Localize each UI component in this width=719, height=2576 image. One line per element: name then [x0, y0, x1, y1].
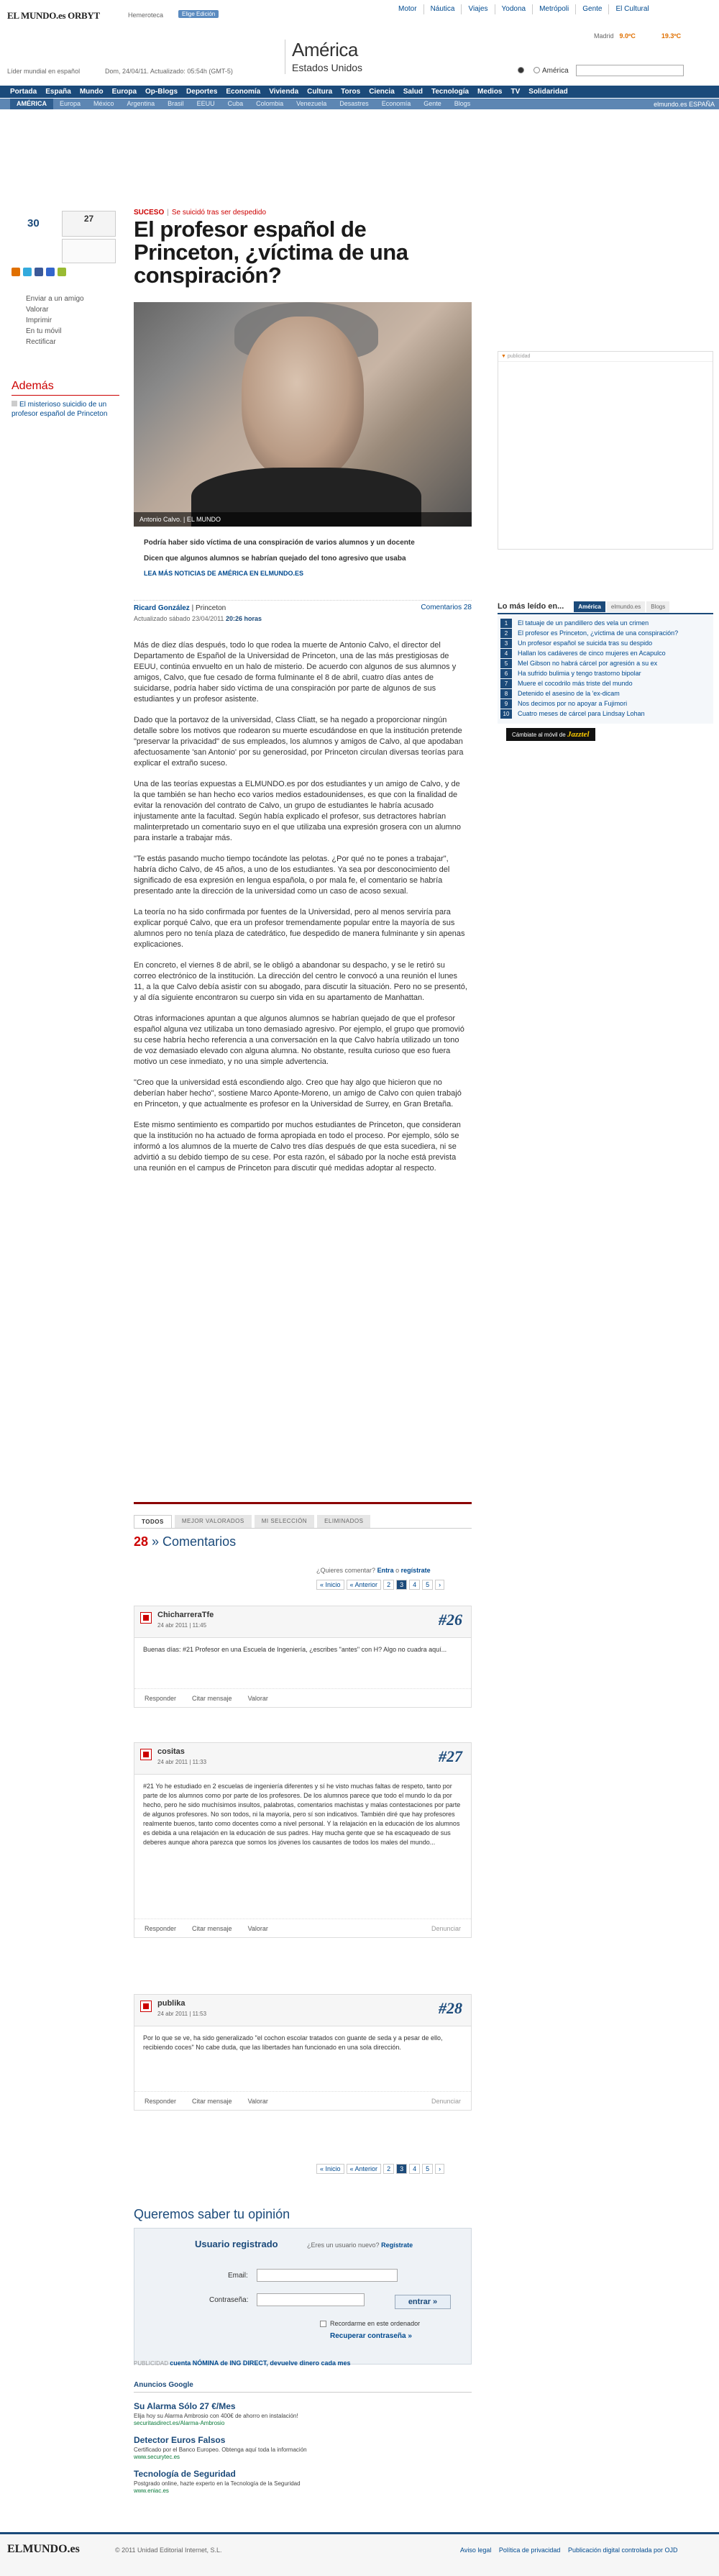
paragraph: "Te estás pasando mucho tiempo tocándote las pelotas. ¿Por qué no te pones a trabajar", habría dicho Calvo, de 45 años, a uno de los estudiantes. Ya sea por desconocimiento del significado de esa expresión en lengua española, o por mala fe, el comentario se habría presentado ante la dirección de la universidad como un caso de acoso sexual.: [134, 855, 450, 896]
footer: [0, 2532, 719, 2576]
copyright: © 2011 Unidad Editorial Internet, S.L.: [115, 2547, 222, 2554]
subnav-item[interactable]: Economía: [381, 100, 411, 107]
ad-item[interactable]: Tecnología de Seguridad Postgrado online, hazte experto en la Tecnología de la Seguridad www.eniac.es: [134, 2469, 301, 2494]
ademas-title: Además: [12, 380, 119, 396]
most-read-tab-america[interactable]: América: [574, 601, 605, 612]
tab-all[interactable]: TODOS: [134, 1515, 172, 1528]
most-read-item[interactable]: 6 Ha sufrido bulimia y tengo trastorno bipolar: [500, 669, 710, 678]
dateline: Dom, 24/04/11. Actualizado: 05:54h (GMT-5): [105, 68, 233, 75]
comments-count: 28: [134, 1534, 149, 1549]
most-read-item[interactable]: 7 Muere el cocodrilo más triste del mundo: [500, 679, 710, 688]
ad-item[interactable]: Su Alarma Sólo 27 €/Mes Elija hoy su Alarma Ambrosio con 400€ de ahorro en instalación! securitasdirect.es/Alarma-Ambrosio: [134, 2401, 298, 2426]
register-link[interactable]: Regístrate: [381, 2242, 413, 2249]
quote-button[interactable]: Citar mensaje: [192, 2098, 232, 2105]
pager-prev[interactable]: « Anterior: [347, 2164, 382, 2174]
nav-item[interactable]: Vivienda: [269, 88, 299, 96]
comment-number[interactable]: #26: [439, 1611, 462, 1629]
quote-button[interactable]: Citar mensaje: [192, 1695, 232, 1702]
article-icon: [12, 401, 17, 406]
comment-body: Buenas días: #21 Profesor en una Escuela de Ingeniería, ¿escribes "antes" con H? Algo no cuadra aquí...: [134, 1638, 471, 1688]
paragraph: "Creo que la universidad está escondiendo algo. Creo que hay algo que hicieron que no deberían haber hecho", sostiene Marco Aponte-Moreno, un amigo de Calvo con quien trabajó en Princeton, y que actualmente es profesor en la Universidad de Surrey, en Gran Bretaña.: [134, 1078, 462, 1109]
right-ad-space: [498, 351, 713, 550]
twitter-icon[interactable]: [23, 268, 32, 276]
pager-prev[interactable]: « Anterior: [347, 1580, 382, 1590]
pager-page[interactable]: 5: [422, 2164, 433, 2174]
comment-body: Por lo que se ve, ha sido generalizado "el cochon escolar tratados con guante de seda y a pesar de ello, recibiendo coces" No cabe duda, que las libertades han funcionado en una sola dirección.: [134, 2026, 471, 2091]
most-read-item[interactable]: 8 Detenido el asesino de la 'ex-dicam: [500, 689, 710, 698]
email-field[interactable]: [257, 2269, 398, 2282]
subnav-item[interactable]: Europa: [60, 100, 81, 107]
nav-item[interactable]: Deportes: [186, 88, 218, 96]
rate-button[interactable]: Valorar: [247, 1695, 268, 1702]
summary-item: Podría haber sido víctima de una conspiración de varios alumnos y un docente: [144, 539, 415, 547]
top-link[interactable]: El Cultural: [615, 5, 649, 13]
author-place: Princeton: [195, 604, 226, 612]
comment-number[interactable]: #27: [439, 1747, 462, 1765]
remember-label: Recordarme en este ordenador: [330, 2320, 421, 2327]
reply-button[interactable]: Responder: [145, 1925, 177, 1932]
sub-nav: [0, 99, 719, 109]
comment: [134, 1742, 472, 1938]
footer-links: [460, 2547, 684, 2554]
comment-actions: [134, 1688, 471, 1707]
kicker: SUCESO | Se suicidó tras ser despedido: [134, 209, 267, 217]
comment-author[interactable]: cositas: [157, 1747, 185, 1756]
most-read-item[interactable]: 10 Cuatro meses de cárcel para Lindsay Lohan: [500, 709, 710, 719]
comment-login: ¿Quieres comentar? Entra o regístrate: [316, 1567, 431, 1574]
top-link[interactable]: Gente: [576, 4, 609, 14]
search-scope: [518, 65, 684, 76]
facebook-icon[interactable]: [35, 268, 43, 276]
most-read-tab-elmundo[interactable]: elmundo.es: [607, 601, 645, 612]
most-read: [498, 600, 713, 741]
subnav-item[interactable]: Gente: [423, 100, 441, 107]
tool-correct[interactable]: Rectificar: [26, 338, 56, 346]
paragraph: La teoría no ha sido confirmada por fuentes de la Universidad, pero al menos serviría para explicar porqué Calvo, que era un profesor tremendamente popular entre la mayoría de sus alumnos pero no tenía plaza de catedrático, fue despedido de manera fulminante y sin apenas explicaciones.: [134, 908, 465, 949]
avatar: [140, 1612, 152, 1624]
more-news-link[interactable]: LEA MÁS NOTICIAS DE AMÉRICA EN ELMUNDO.ES: [144, 570, 304, 577]
enter-button[interactable]: entrar »: [395, 2295, 451, 2309]
rate-button[interactable]: Valorar: [247, 2098, 268, 2105]
weather-min: 9.0ºC: [619, 32, 636, 40]
pager-top: [316, 1580, 444, 1590]
email-label: Email:: [228, 2272, 248, 2280]
photo-caption: Antonio Calvo. | EL MUNDO: [134, 512, 472, 527]
pager-page[interactable]: 4: [409, 1580, 420, 1590]
ademas-link[interactable]: El misterioso suicidio de un profesor español de Princeton: [12, 401, 108, 418]
nav-item[interactable]: Ciencia: [369, 88, 395, 96]
comment: [134, 1606, 472, 1708]
byline: Ricard González | Princeton Actualizado sábado 23/04/2011 20:26 horas Comentarios 28: [134, 600, 472, 622]
most-read-item[interactable]: 5 Mel Gibson no habrá cárcel por agresión a su ex: [500, 659, 710, 668]
top-link[interactable]: Yodona: [495, 4, 533, 14]
sponsored-link[interactable]: cuenta NÓMINA de ING DIRECT, devuelve dinero cada mes: [170, 2359, 351, 2367]
share-box-2[interactable]: [62, 239, 116, 263]
top-link[interactable]: Náutica: [424, 4, 462, 14]
main-nav: [0, 86, 719, 98]
top-link[interactable]: Motor: [392, 4, 424, 14]
pager-page[interactable]: 2: [383, 1580, 394, 1590]
paragraph: Dado que la portavoz de la universidad, Class Cliatt, se ha negado a proporcionar ningún detalle sobre los motivos que rodearon su muerte escudándose en que la institución pretende "preservar la privacidad" de sus empleados, los alumnos y amigos de Calvo, al que apodaban afectuosamente 'san Antonio' por su generosidad, por Princeton circulan diversas teorías para explicar el extraño suceso.: [134, 716, 464, 768]
pager-page[interactable]: 3: [396, 1580, 407, 1590]
tool-mobile[interactable]: En tu móvil: [26, 327, 62, 335]
nav-item[interactable]: Salud: [403, 88, 423, 96]
comment-date: 24 abr 2011 | 11:45: [157, 1622, 207, 1629]
rate-button[interactable]: Valorar: [247, 1925, 268, 1932]
updated-label: Actualizado sábado 23/04/2011: [134, 615, 224, 622]
tab-mine[interactable]: MI SELECCIÓN: [255, 1515, 314, 1528]
nav-item[interactable]: Cultura: [307, 88, 333, 96]
paragraph: Más de diez días después, todo lo que rodea la muerte de Antonio Calvo, el director del Departamento de Español de la Universidad de Princeton, una de las más prestigiosas de EEUU, continúa envuelto en un halo de misterio. De acuerdo con algunos de sus alumnos y amigos, Calvo, que fue cesado de forma fulminante el 8 de abril, cuatro días antes de suicidarse, podría haber sido víctima de una conspiración por parte de algunos de sus estudiantes y un profesor asistente.: [134, 641, 457, 704]
password-label: Contraseña:: [209, 2296, 249, 2304]
subnav-item[interactable]: Colombia: [256, 100, 284, 107]
report-button[interactable]: Denunciar: [431, 1925, 461, 1932]
article-summary: [144, 538, 469, 577]
reply-button[interactable]: Responder: [145, 1695, 177, 1702]
subnav-item[interactable]: México: [93, 100, 114, 107]
pager-first[interactable]: « Inicio: [316, 1580, 344, 1590]
edition-title: América: [292, 39, 358, 60]
pager-page[interactable]: 5: [422, 1580, 433, 1590]
comment-author[interactable]: publika: [157, 1999, 186, 2008]
nav-item[interactable]: Mundo: [79, 88, 104, 96]
jazztel-banner[interactable]: Cámbiate al móvil de Jazztel: [506, 728, 595, 741]
share-count: 30: [27, 217, 40, 229]
reply-button[interactable]: Responder: [145, 2098, 177, 2105]
new-user-question: ¿Eres un usuario nuevo? Regístrate: [307, 2242, 413, 2249]
opinion-title: Queremos saber tu opinión: [134, 2207, 290, 2221]
top-links: [392, 4, 656, 14]
privacy-link[interactable]: Política de privacidad: [498, 2547, 561, 2554]
comment-body: #21 Yo he estudiado en 2 escuelas de ingeniería diferentes y sí he visto muchas faltas de respeto, tanto por parte de los alumnos como por parte de los profesores. De los alumnos parece que todo el mundo lo da por hecho, pero he sido muchísimos insultos, palabrotas, comentarios machistas y malas contestaciones por parte de algunos profesores. No son todos, ni la mayoría, pero sí son indicativos. También diré que hay profesores realmente buenos, tanto como docentes como a nivel personal. Y la relajación en la educación de los alumnos es debida a una relajación en la educación de sus padres. Hay mucha gente que se ha escaqueado de sus deberes aunque ahora parezca que somos los jóvenes los causantes de todos los males del mundo...: [134, 1775, 471, 1919]
weather-city: Madrid: [594, 32, 614, 40]
pager-next[interactable]: ›: [435, 2164, 444, 2174]
top-ad-space: [111, 117, 635, 188]
opinion-section: [134, 2207, 472, 2365]
share-icons: [12, 268, 66, 276]
most-read-item[interactable]: 3 Un profesor español se suicida tras su despido: [500, 639, 710, 648]
kicker-section: SUCESO: [134, 209, 165, 217]
header: [0, 0, 719, 83]
most-read-item[interactable]: 1 El tatuaje de un pandillero des vela un crimen: [500, 619, 710, 628]
recover-password-link[interactable]: Recuperar contraseña »: [330, 2332, 412, 2340]
tool-rate[interactable]: Valorar: [26, 306, 49, 314]
nav-item[interactable]: Tecnología: [431, 88, 470, 96]
updated-time: 20:26 horas: [225, 615, 262, 622]
comment-author[interactable]: ChicharreraTfe: [157, 1611, 214, 1619]
pager-page[interactable]: 4: [409, 2164, 420, 2174]
comments-title: Comentarios: [162, 1534, 237, 1549]
subnav-item[interactable]: EEUU: [196, 100, 215, 107]
most-read-item[interactable]: 2 El profesor es Princeton, ¿víctima de una conspiración?: [500, 629, 710, 638]
avatar: [140, 1749, 152, 1760]
tagline: Líder mundial en español: [7, 68, 81, 75]
pager-bottom: [316, 2164, 444, 2174]
scope-radio-1[interactable]: [518, 67, 526, 75]
share-box-count: 27: [83, 214, 94, 224]
most-read-item[interactable]: 9 Nos decimos por no apoyar a Fujimori: [500, 699, 710, 709]
section-separator: [134, 1502, 472, 1504]
article-body: [134, 640, 467, 1184]
most-read-title: Lo más leído en...: [498, 602, 564, 611]
meneame-icon[interactable]: [12, 268, 20, 276]
footer-logo[interactable]: ELMUNDO.es: [7, 2543, 80, 2555]
tab-best[interactable]: MEJOR VALORADOS: [175, 1515, 252, 1528]
spain-edition-link[interactable]: elmundo.es ESPAÑA: [654, 101, 715, 108]
register-link[interactable]: regístrate: [400, 1567, 431, 1574]
comments-heading: 28 » Comentarios: [134, 1534, 237, 1549]
comment-number[interactable]: #28: [439, 1999, 462, 2017]
tool-send[interactable]: Enviar a un amigo: [26, 295, 84, 303]
comments-link[interactable]: Comentarios 28: [421, 604, 472, 611]
edition-select[interactable]: Elige Edición: [178, 10, 219, 18]
article-photo[interactable]: [134, 302, 472, 527]
subnav-item[interactable]: Venezuela: [296, 100, 327, 107]
nav-item[interactable]: España: [45, 88, 71, 96]
sponsored-line: PUBLICIDAD cuenta NÓMINA de ING DIRECT, devuelve dinero cada mes: [134, 2359, 351, 2367]
subnav-item[interactable]: Cuba: [227, 100, 244, 107]
comment-actions: [134, 2091, 471, 2110]
google-ads: [134, 2381, 472, 2494]
article-tools: [26, 295, 84, 349]
pager-next[interactable]: ›: [435, 1580, 444, 1590]
nav-item[interactable]: Portada: [10, 88, 37, 96]
comment: [134, 1994, 472, 2111]
google-ads-header: Anuncios Google: [134, 2381, 472, 2393]
paragraph: En concreto, el viernes 8 de abril, se le obligó a abandonar su despacho, y se le retiró su correo electrónico de la institución. La dirección del centro le convocó a una reunión el lunes 11, a la que Calvo debía asistir con su abogado, para discutir la situación. Pero no se presentó, y al día siguiente encontraron su cuerpo sin vida en su apartamento de Manhattan.: [134, 961, 467, 1002]
ojd-link[interactable]: Publicación digital controlada por OJD: [567, 2547, 678, 2554]
nav-item[interactable]: Op-Blogs: [145, 88, 178, 96]
edition-subtitle: Estados Unidos: [292, 62, 363, 73]
weather-max: 19.3ºC: [661, 32, 682, 40]
pager-first[interactable]: « Inicio: [316, 2164, 344, 2174]
subnav-item[interactable]: Blogs: [454, 100, 471, 107]
avatar: [140, 2001, 152, 2012]
tab-deleted[interactable]: ELIMINADOS: [317, 1515, 370, 1528]
comment-actions: [134, 1919, 471, 1937]
subnav-item[interactable]: Argentina: [127, 100, 155, 107]
article-title: El profesor español de Princeton, ¿víctima de una conspiración?: [134, 217, 408, 288]
paragraph: Este mismo sentimiento es compartido por muchos estudiantes de Princeton, que consideran que la institución no ha actuado de forma apropiada en todo el proceso. Por ejemplo, sólo se informó a los alumnos de la muerte de Calvo tres días después de que esta sucediera, ni se advirtió a su debido tiempo de su cese. Por esta razón, el sábado por la noche está prevista una reunión en el campus de Princeton para discutir qué medidas adoptar al respecto.: [134, 1121, 461, 1173]
delicious-icon[interactable]: [46, 268, 55, 276]
summary-item: Dicen que algunos alumnos se habrían quejado del tono agresivo que usaba: [144, 555, 406, 563]
legal-link[interactable]: Aviso legal: [460, 2547, 492, 2554]
report-button[interactable]: Denunciar: [431, 2098, 461, 2105]
scope-radio-america[interactable]: América: [533, 67, 569, 75]
paragraph: Otras informaciones apuntan a que algunos alumnos se habrían quejado de que el profesor español alguna vez utilizaba un tono demasiado agresivo. Por ejemplo, el grupo que promovió su cese habría hecho referencia a una conversación en la que Calvo habría utilizado un tono de voz demasiado elevado con alguna alumna. No obstante, resulta curioso que eso fuera motivo un cese inmediato, y no una simple advertencia.: [134, 1014, 464, 1066]
comment-date: 24 abr 2011 | 11:53: [157, 2011, 207, 2017]
registered-user-label: Usuario registrado: [195, 2239, 278, 2249]
quote-button[interactable]: Citar mensaje: [192, 1925, 232, 1932]
kicker-text: Se suicidó tras ser despedido: [171, 209, 267, 217]
subnav-item[interactable]: Desastres: [339, 100, 369, 107]
pager-page[interactable]: 3: [396, 2164, 407, 2174]
hemeroteca-link[interactable]: Hemeroteca: [128, 12, 164, 19]
nav-item[interactable]: Medios: [477, 88, 503, 96]
ad-item[interactable]: Detector Euros Falsos Certificado por el Banco Europeo. Obtenga aquí toda la información www.securytec.es: [134, 2435, 307, 2460]
most-read-tab-blogs[interactable]: Blogs: [646, 601, 669, 612]
most-read-item[interactable]: 4 Hallan los cadáveres de cinco mujeres en Acapulco: [500, 649, 710, 658]
nav-item[interactable]: TV: [510, 88, 521, 96]
weather: [594, 32, 681, 40]
login-form: [134, 2228, 472, 2365]
password-field[interactable]: [257, 2293, 365, 2306]
share-icon[interactable]: [58, 268, 66, 276]
top-link[interactable]: Viajes: [462, 4, 495, 14]
author-name[interactable]: Ricard González: [134, 604, 190, 612]
paragraph: Una de las teorías expuestas a ELMUNDO.es por dos estudiantes y un amigo de Calvo, y de la que también se han hecho eco varios medios estadounidenses, es que con la finalidad de evitar la renovación del contrato de Calvo, un grupo de estudiantes le habría acusado injustamente ante la facultad. Según había explicado el profesor, sus detractores habrían malinterpretado un comentario suyo en el que utilizaba una expresión grosera con un alumno para instarle a trabajar más.: [134, 780, 461, 842]
subnav-item[interactable]: Brasil: [168, 100, 184, 107]
login-link[interactable]: Entra: [377, 1567, 394, 1574]
share-box[interactable]: [62, 211, 116, 237]
tool-print[interactable]: Imprimir: [26, 317, 52, 324]
top-link[interactable]: Metrópoli: [533, 4, 576, 14]
nav-item[interactable]: Solidaridad: [528, 88, 568, 96]
comment-tabs: [134, 1515, 472, 1529]
pager-page[interactable]: 2: [383, 2164, 394, 2174]
comment-date: 24 abr 2011 | 11:33: [157, 1759, 207, 1765]
subnav-item-america[interactable]: AMÉRICA: [10, 99, 53, 109]
nav-item[interactable]: Europa: [111, 88, 137, 96]
remember-checkbox[interactable]: [320, 2321, 326, 2327]
nav-item[interactable]: Toros: [341, 88, 361, 96]
nav-item[interactable]: Economía: [226, 88, 261, 96]
search-input[interactable]: [576, 65, 684, 76]
ad-label: ▼ publicidad: [498, 352, 713, 362]
site-logo[interactable]: EL MUNDO.es ORBYT: [7, 10, 100, 21]
